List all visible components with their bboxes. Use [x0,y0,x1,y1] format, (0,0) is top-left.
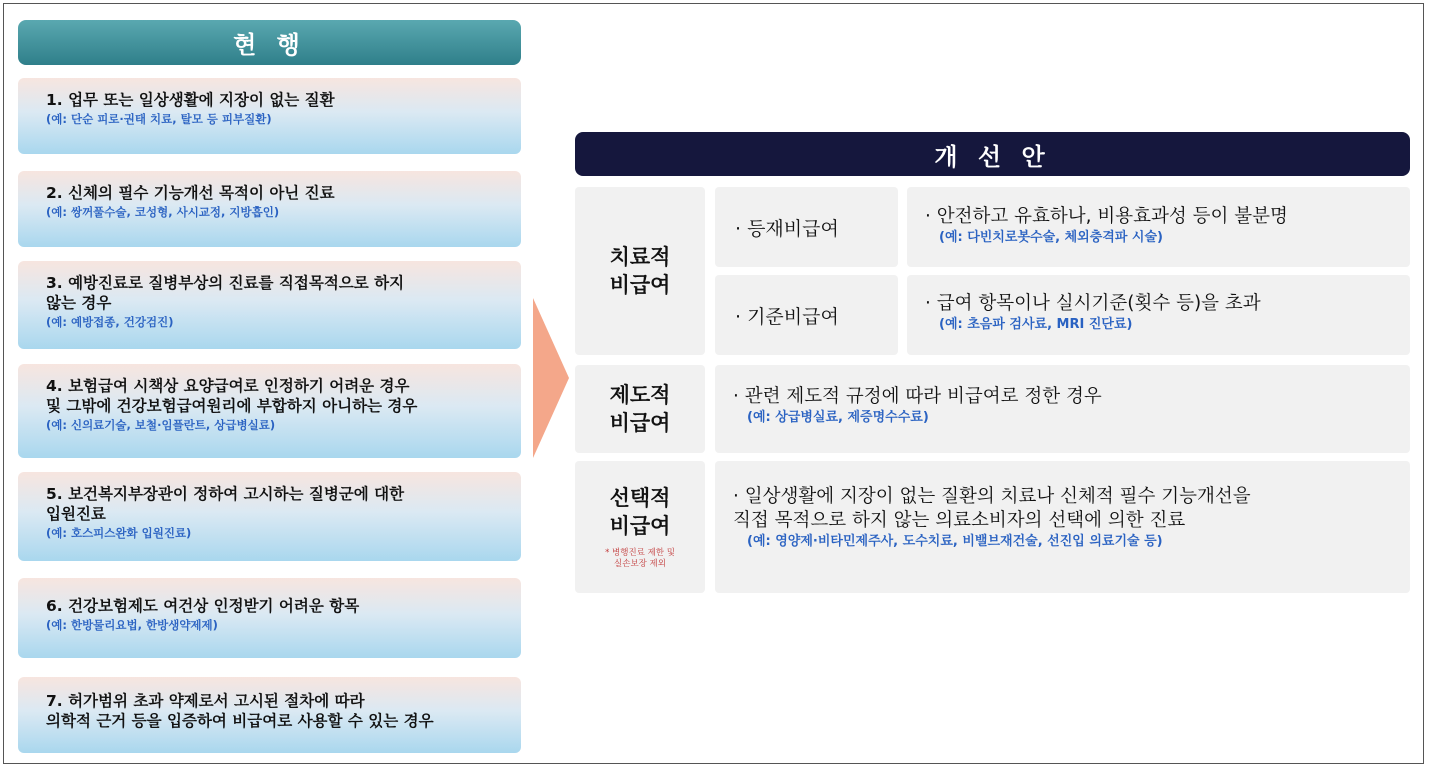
sub-listed-noncovered [715,187,898,267]
current-item-text: 7. 허가범위 초과 약제로서 고시된 절차에 따라 의학적 근거 등을 입증하여 비급여로 사용할 수 있는 경우 [46,692,434,730]
current-item-3 [18,261,521,349]
desc-text: · 관련 제도적 규정에 따라 비급여로 정한 경우 [733,386,1102,407]
desc-text: · 급여 항목이나 실시기준(횟수 등)을 초과 [925,293,1261,314]
sub-label: · 기준비급여 [735,305,839,328]
desc-text: · 안전하고 유효하나, 비용효과성 등이 불분명 [925,206,1288,227]
current-item-text: 5. 보건복지부장관이 정하여 고시하는 질병군에 대한 입원진료 [46,485,405,523]
current-item-text: 2. 신체의 필수 기능개선 목적이 아닌 진료 [46,184,335,202]
current-item-text: 4. 보험급여 시책상 요양급여로 인정하기 어려운 경우 및 그밖에 건강보험급여원리에 부합하지 아니하는 경우 [46,377,418,415]
current-item-example: (예: 신의료기술, 보철·임플란트, 상급병실료) [46,418,276,432]
current-item-example: (예: 호스피스완화 입원진료) [46,526,192,540]
desc-example: (예: 영양제·비타민제주사, 도수치료, 비밸브재건술, 선진입 의료기술 등) [747,534,1163,549]
category-label: 선택적 비급여 [609,486,671,538]
category-institutional [575,365,705,453]
current-item-4 [18,364,521,458]
category-elective [575,461,705,593]
sub-criteria-noncovered [715,275,898,355]
right-arrow-icon [533,298,569,458]
current-item-1 [18,78,521,154]
current-item-7 [18,677,521,753]
category-therapeutic [575,187,705,355]
desc-example: (예: 상급병실료, 제증명수수료) [747,410,929,425]
proposal-header: 개 선 안 [575,132,1410,176]
current-header: 현 행 [18,20,521,65]
current-item-6 [18,578,521,658]
category-note: * 병행진료 제한 및 실손보장 제외 [605,548,675,569]
desc-text: · 일상생활에 지장이 없는 질환의 치료나 신체적 필수 기능개선을 직접 목적으로 하지 않는 의료소비자의 선택에 의한 진료 [733,486,1251,531]
desc-example: (예: 다빈치로봇수술, 체외충격파 시술) [939,230,1163,245]
desc-criteria-noncovered [907,275,1410,355]
current-item-example: (예: 예방접종, 건강검진) [46,315,174,329]
current-item-5 [18,472,521,561]
desc-institutional [715,365,1410,453]
current-item-text: 6. 건강보험제도 여건상 인정받기 어려운 항목 [46,597,360,615]
desc-listed-noncovered [907,187,1410,267]
current-item-example: (예: 단순 피로·권태 치료, 탈모 등 피부질환) [46,112,272,126]
current-item-text: 1. 업무 또는 일상생활에 지장이 없는 질환 [46,91,335,109]
current-item-example: (예: 쌍꺼풀수술, 코성형, 사시교정, 지방흡인) [46,205,280,219]
category-label: 치료적 비급여 [609,245,671,297]
desc-example: (예: 초음파 검사료, MRI 진단료) [939,317,1133,332]
current-item-example: (예: 한방물리요법, 한방생약제제) [46,618,218,632]
current-item-text: 3. 예방진료로 질병부상의 진료를 직접목적으로 하지 않는 경우 [46,274,405,312]
sub-label: · 등재비급여 [735,217,839,240]
desc-elective [715,461,1410,593]
category-label: 제도적 비급여 [609,383,671,435]
current-item-2 [18,171,521,247]
